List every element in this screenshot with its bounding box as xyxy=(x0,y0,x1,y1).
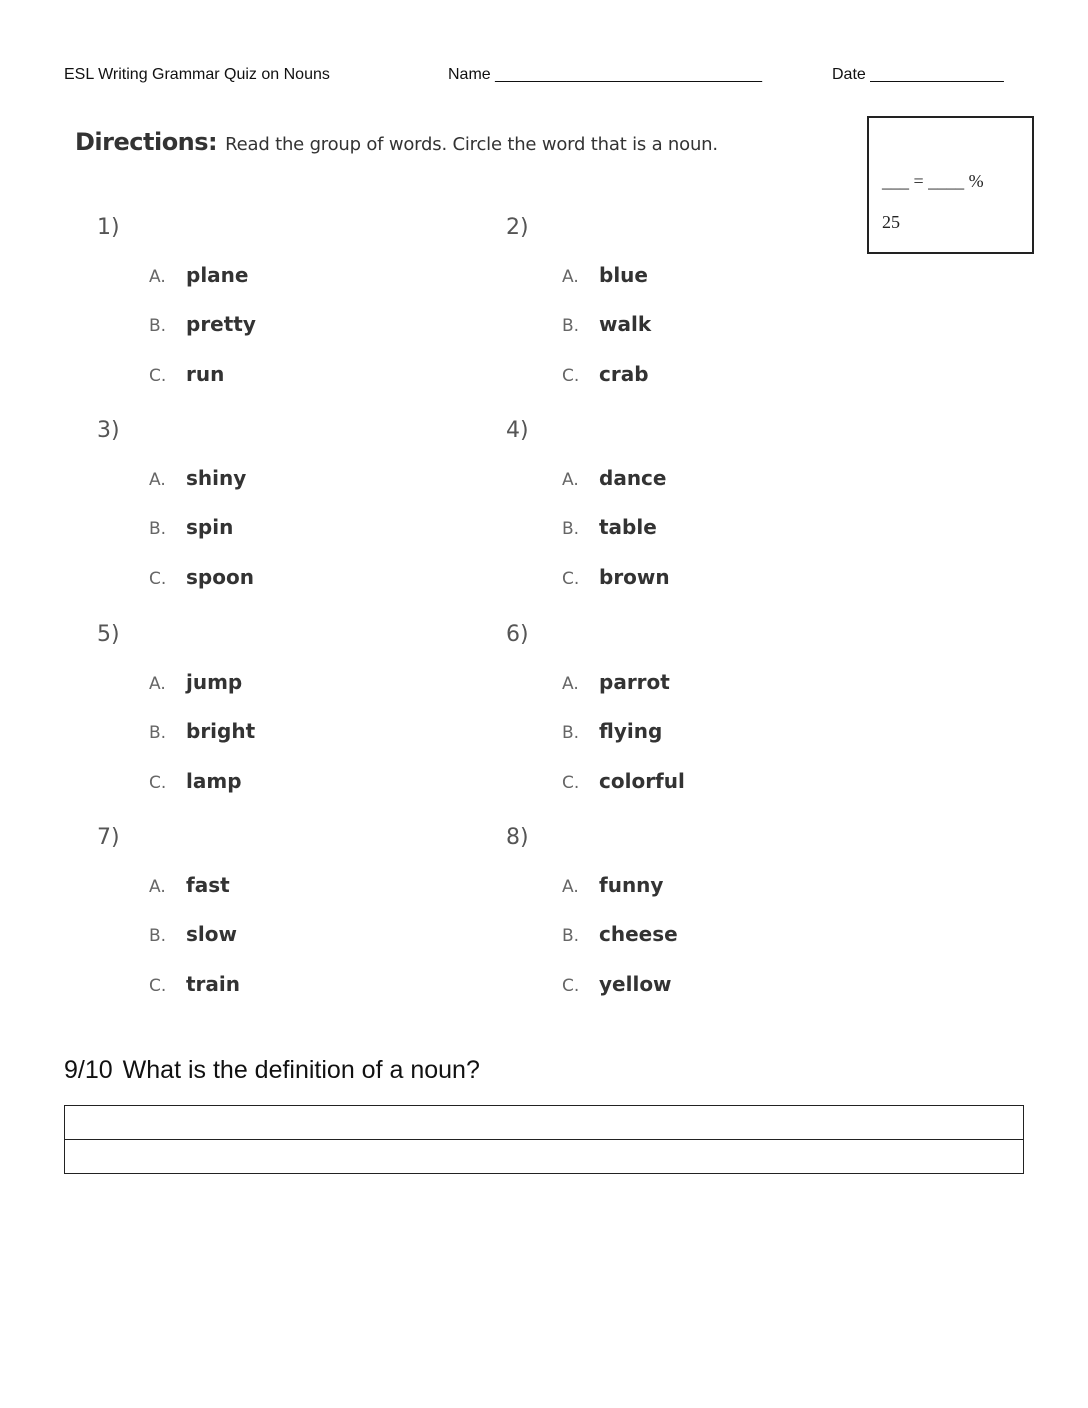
option-letter: B. xyxy=(149,926,167,946)
question-number: 8) xyxy=(506,825,529,850)
option-a[interactable] xyxy=(149,263,248,287)
option-letter: C. xyxy=(149,569,167,589)
option-b[interactable] xyxy=(149,312,256,336)
option-letter: C. xyxy=(562,976,580,996)
option-b[interactable] xyxy=(562,719,662,743)
option-b[interactable] xyxy=(149,719,255,743)
directions-text: Read the group of words. Circle the word that is a noun. xyxy=(225,134,718,155)
option-letter: B. xyxy=(562,316,580,336)
option-letter: C. xyxy=(149,366,167,386)
option-word: crab xyxy=(599,362,649,386)
question-number: 7) xyxy=(97,825,120,850)
option-word: train xyxy=(186,972,241,996)
option-word: colorful xyxy=(599,769,685,793)
definition-question xyxy=(64,1056,480,1085)
directions-label: Directions: xyxy=(75,128,218,156)
option-letter: A. xyxy=(149,267,166,287)
option-a[interactable] xyxy=(562,873,663,897)
option-a[interactable] xyxy=(562,670,670,694)
definition-question-text: What is the definition of a noun? xyxy=(122,1056,480,1084)
option-word: blue xyxy=(599,263,648,287)
score-denominator: 25 xyxy=(882,212,900,232)
option-letter: C. xyxy=(562,773,580,793)
option-b[interactable] xyxy=(562,515,657,539)
option-word: walk xyxy=(599,312,652,336)
definition-question-number: 9/10 xyxy=(64,1056,113,1084)
option-word: brown xyxy=(599,565,670,589)
answer-line-2[interactable] xyxy=(65,1140,1024,1174)
option-word: fast xyxy=(186,873,230,897)
option-a[interactable] xyxy=(149,670,242,694)
option-word: run xyxy=(186,362,225,386)
question-number: 6) xyxy=(506,622,529,647)
option-letter: C. xyxy=(149,773,167,793)
option-word: bright xyxy=(186,719,256,743)
option-a[interactable] xyxy=(562,263,648,287)
option-letter: B. xyxy=(562,723,580,743)
option-word: jump xyxy=(186,670,243,694)
option-word: spin xyxy=(186,515,234,539)
question-number: 3) xyxy=(97,418,120,443)
option-b[interactable] xyxy=(562,922,678,946)
option-word: dance xyxy=(599,466,667,490)
question-number: 4) xyxy=(506,418,529,443)
option-word: yellow xyxy=(599,972,672,996)
option-c[interactable] xyxy=(562,769,685,793)
option-letter: A. xyxy=(562,470,579,490)
quiz-title: ESL Writing Grammar Quiz on Nouns xyxy=(64,66,330,83)
option-c[interactable] xyxy=(149,565,254,589)
question-number: 2) xyxy=(506,215,529,240)
option-letter: A. xyxy=(149,674,166,694)
option-word: pretty xyxy=(186,312,256,336)
option-a[interactable] xyxy=(149,873,230,897)
option-b[interactable] xyxy=(149,515,233,539)
option-a[interactable] xyxy=(562,466,666,490)
answer-line-1[interactable] xyxy=(65,1106,1024,1140)
option-word: lamp xyxy=(186,769,242,793)
option-word: slow xyxy=(186,922,237,946)
option-word: plane xyxy=(186,263,249,287)
option-b[interactable] xyxy=(149,922,237,946)
option-c[interactable] xyxy=(562,565,670,589)
option-word: funny xyxy=(599,873,664,897)
option-word: shiny xyxy=(186,466,247,490)
option-letter: A. xyxy=(149,877,166,897)
option-letter: B. xyxy=(149,519,167,539)
option-word: flying xyxy=(599,719,663,743)
option-letter: A. xyxy=(562,877,579,897)
answer-box xyxy=(64,1105,1024,1174)
option-letter: C. xyxy=(562,569,580,589)
option-a[interactable] xyxy=(149,466,246,490)
score-line: ___ = ____ % xyxy=(882,171,984,191)
option-c[interactable] xyxy=(149,769,242,793)
question-number: 5) xyxy=(97,622,120,647)
option-letter: A. xyxy=(562,267,579,287)
option-word: cheese xyxy=(599,922,678,946)
score-box[interactable] xyxy=(867,116,1034,254)
option-c[interactable] xyxy=(149,362,224,386)
option-letter: B. xyxy=(562,519,580,539)
date-field[interactable]: Date _______________ xyxy=(832,66,1004,83)
name-field[interactable]: Name ______________________________ xyxy=(448,66,763,83)
option-letter: B. xyxy=(149,723,167,743)
option-letter: C. xyxy=(149,976,167,996)
option-c[interactable] xyxy=(149,972,240,996)
option-word: parrot xyxy=(599,670,670,694)
question-number: 1) xyxy=(97,215,120,240)
option-b[interactable] xyxy=(562,312,651,336)
option-word: spoon xyxy=(186,565,254,589)
option-letter: C. xyxy=(562,366,580,386)
option-letter: B. xyxy=(149,316,167,336)
option-c[interactable] xyxy=(562,972,672,996)
option-letter: A. xyxy=(149,470,166,490)
option-word: table xyxy=(599,515,657,539)
option-letter: B. xyxy=(562,926,580,946)
option-letter: A. xyxy=(562,674,579,694)
option-c[interactable] xyxy=(562,362,649,386)
directions xyxy=(75,128,718,156)
